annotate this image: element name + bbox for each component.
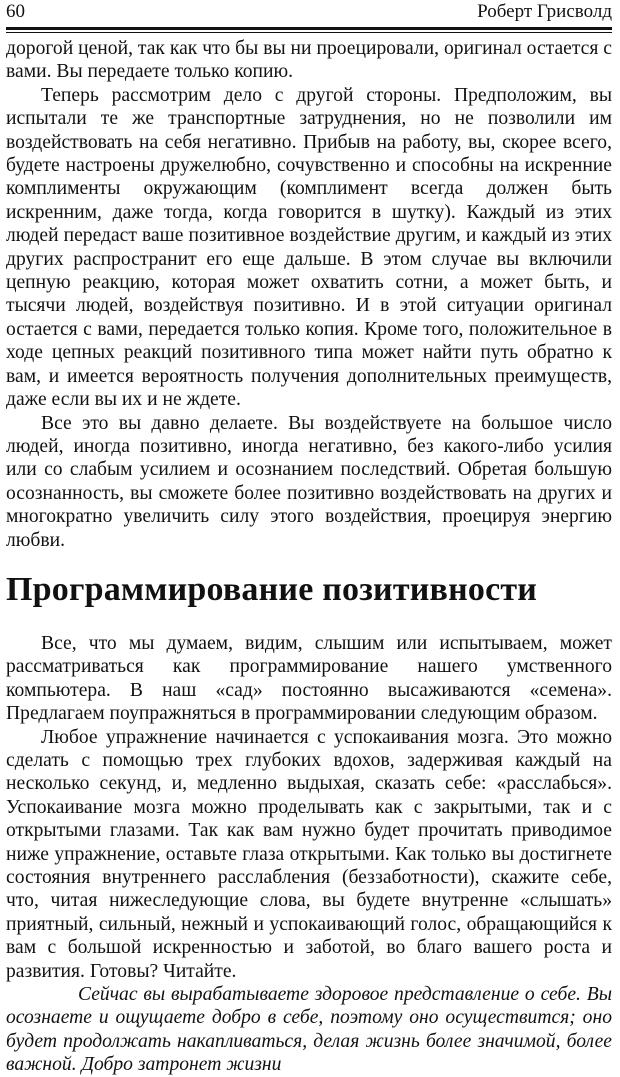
exercise-text	[6, 983, 612, 1077]
header-rule-thin	[6, 32, 612, 33]
page-number: 60	[6, 1, 25, 22]
running-header	[6, 0, 612, 24]
paragraph: Теперь рассмотрим дело с другой стороны. Предположим, вы испытали те же транспортные затруднения, но не позволили им воздействовать на себя негативно. Прибыв на работу, вы, скорее всего, будете настроены дружелюбно, сочувственно и способны на искренние комплименты окружающим (комплимент всегда должен быть искренним, даже тогда, когда говорится в шутку). Каждый из этих людей передаст ваше позитивное воздействие другим, и каждый из этих других распространит его еще дальше. В этом случае вы включили цепную реакцию, которая может охватить сотни, а может быть, и тысячи людей, воздействуя позитивно. И в этой ситуации оригинал остается с вами, передается только копия. Кроме того, положительное в ходе цепных реакций позитивного типа может найти путь обратно к вам, и имеется вероятность получения дополнительных преимуществ, даже если вы их и не ждете.	[6, 84, 612, 411]
running-head-author: Роберт Грисволд	[477, 1, 612, 22]
section-body-2	[6, 632, 612, 983]
section-heading: Программирование позитивности	[6, 570, 538, 608]
header-rule-thick	[6, 27, 612, 30]
section-body-1	[6, 37, 612, 552]
italic-paragraph: Сейчас вы вырабатываете здоровое представление о себе. Вы осознаете и ощущаете добро в себе, поэтому оно осуществится; оно будет продолжать накапливаться, делая жизнь более значимой, более важной. Добро затронет жизни	[6, 984, 612, 1076]
paragraph: Все это вы давно делаете. Вы воздействуете на большое число людей, иногда позитивно, иногда негативно, без какого-либо усилия или со слабым усилием и осознанием последствий. Обретая большую осознанность, вы сможете более позитивно воздействовать на других и многократно увеличить силу этого воздействия, проецируя энергию любви.	[6, 412, 612, 551]
paragraph: Все, что мы думаем, видим, слышим или испытываем, может рассматриваться как программирование нашего умственного компьютера. В наш «сад» постоянно высаживаются «семена». Предлагаем поупражняться в программировании следующим образом.	[6, 632, 612, 725]
paragraph: дорогой ценой, так как что бы вы ни проецировали, оригинал остается с вами. Вы передаете только копию.	[6, 38, 612, 83]
paragraph: Любое упражнение начинается с успокаивания мозга. Это можно сделать с помощью трех глубоких вдохов, задерживая каждый на несколько секунд, и, медленно выдыхая, сказать себе: «расслабься». Успокаивание мозга можно проделывать как с закрытыми, так и с открытыми глазами. Так как вам нужно будет прочитать приводимое ниже упражнение, оставьте глаза открытыми. Как только вы достигнете состояния внутреннего расслабления (беззаботности), скажите себе, что, читая нижеследующие слова, вы будете внутренне «слышать» приятный, сильный, нежный и успокаивающий голос, обращающийся к вам с большой искренностью и заботой, во благо вашего роста и развития. Готовы? Читайте.	[6, 726, 612, 982]
